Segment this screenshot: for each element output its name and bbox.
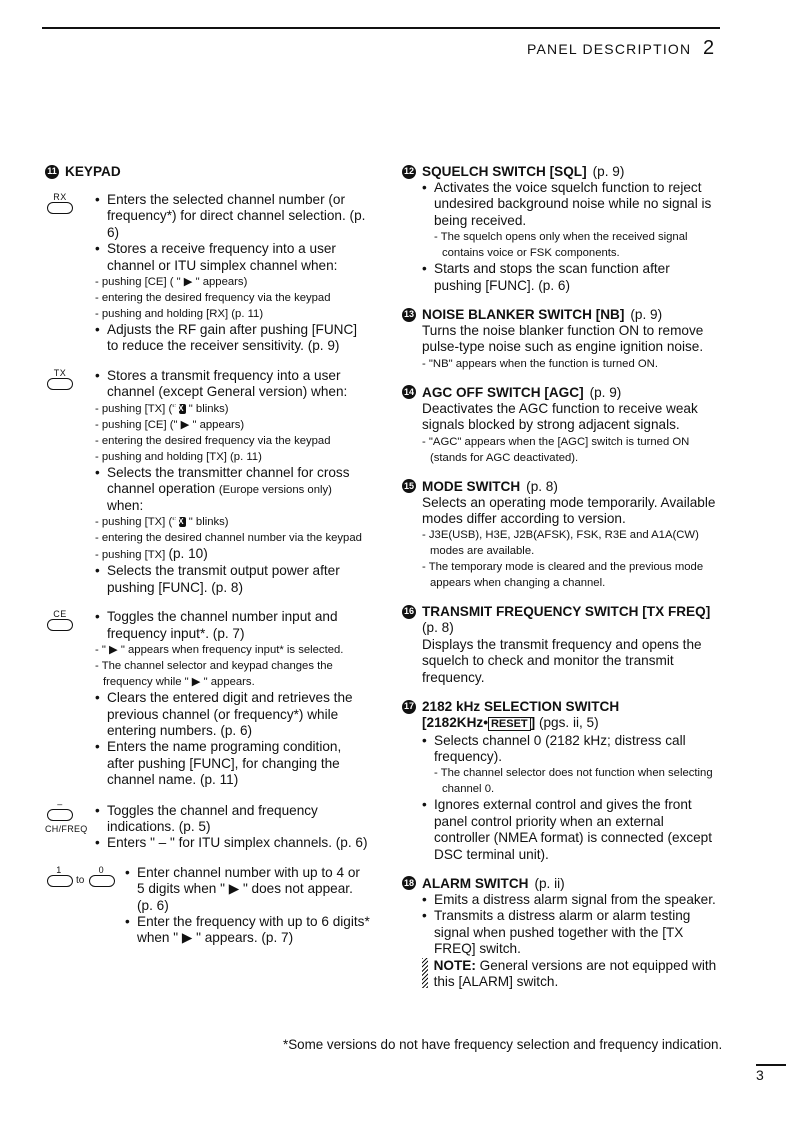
note-marker-icon (422, 958, 428, 988)
mode-ref: (p. 8) (526, 478, 558, 494)
squelch-title: SQUELCH SWITCH [SQL] (422, 164, 587, 179)
alarm-title: ALARM SWITCH (422, 875, 529, 891)
rx-sub-3: - pushing and holding [RX] (p. 11) (95, 308, 264, 321)
tx-sub-6: - entering the desired channel number via the keypad (95, 532, 362, 545)
chfreq-key-icon (45, 799, 93, 834)
txfreq-title: TRANSMIT FREQUENCY SWITCH [TX FREQ] (422, 604, 711, 620)
khz-bullet-2: • Ignores external control and gives the front panel control priority when an external controller (NMEA format) is connected (except DSC terminal unit). (422, 797, 720, 863)
keypad-title: KEYPAD (65, 164, 121, 179)
agc-sub: - "AGC" appears when the [AGC] switch is turned ON (stands for AGC deactivated). (422, 435, 690, 464)
section-number-15: 15 (402, 479, 416, 493)
tx-key-block (45, 368, 370, 596)
tx-sub-4: - pushing and holding [TX] (p. 11) (95, 450, 262, 463)
digit-to-word: to (76, 874, 85, 886)
digit-bullet-2: • Enter the frequency with up to 6 digits* when " ▶ " appears. (p. 7) (125, 914, 370, 947)
alarm-bullet-2: • Transmits a distress alarm or alarm testing signal when pushed together with the [TX FREQ] switch. (422, 908, 720, 957)
tx-sub-3: - entering the desired frequency via the keypad (95, 434, 331, 447)
alarm-heading (402, 875, 720, 892)
noise-sub: - "NB" appears when the function is turned ON. (422, 357, 658, 370)
digit-key-0-label: 0 (98, 864, 105, 875)
tx-sub-5: - pushing [TX] (" TX " blinks) (95, 516, 229, 529)
agc-title: AGC OFF SWITCH [AGC] (422, 384, 584, 400)
tx-key-icon (45, 368, 75, 390)
noise-heading (402, 306, 720, 323)
section-number-12: 12 (402, 165, 416, 179)
section-number-16: 16 (402, 605, 416, 619)
tx-key-shape (47, 378, 73, 390)
txfreq-heading (402, 603, 720, 620)
section-number-18: 18 (402, 876, 416, 890)
alarm-bullet-1: • Emits a distress alarm signal from the speaker. (422, 892, 720, 908)
chapter-number: 2 (703, 37, 715, 59)
agc-ref: (p. 9) (589, 384, 622, 400)
tx-sub-7: - pushing [TX] (p. 10) (95, 546, 208, 562)
khz-bullet-1: • Selects channel 0 (2182 kHz; distress call frequency). (422, 733, 720, 766)
left-column (45, 163, 370, 947)
digit-bullet-1: • Enter channel number with up to 4 or 5 digits when " ▶ " does not appear. (p. 6) (125, 865, 370, 914)
ce-bullet-2: • Clears the entered digit and retrieves the previous channel (or frequency*) while entering numbers. (p. 6) (95, 690, 370, 739)
ce-key-block (45, 609, 370, 788)
chfreq-key-top-label: – (57, 798, 63, 809)
khz-heading (402, 698, 720, 715)
chfreq-key-shape (47, 809, 73, 821)
page-number-rule (756, 1064, 786, 1066)
chfreq-key-block (45, 798, 370, 852)
section-number-13: 13 (402, 308, 416, 322)
rx-key-block (45, 192, 370, 355)
right-column (402, 163, 720, 990)
mode-heading (402, 478, 720, 495)
digit-keys-icon (45, 865, 125, 887)
noise-ref: (p. 9) (630, 307, 663, 323)
tx-bullet-3: • Selects the transmit output power after pushing [FUNC]. (p. 8) (95, 563, 370, 596)
noise-text: Turns the noise blanker function ON to remove pulse-type noise such as engine ignition noise. (422, 323, 704, 355)
agc-text: Deactivates the AGC function to receive weak signals blocked by strong adjacent signals. (422, 400, 698, 433)
mode-text: Selects an operating mode temporarily. Available modes differ according to version. (422, 494, 716, 527)
khz-title: 2182 kHz SELECTION SWITCH (422, 699, 620, 715)
rx-key-icon (45, 192, 75, 214)
squelch-bullet-2: • Starts and stops the scan function after pushing [FUNC]. (p. 6) (422, 261, 720, 294)
digit-keys-block (45, 865, 370, 947)
alarm-ref: (p. ii) (534, 875, 565, 891)
noise-title: NOISE BLANKER SWITCH [NB] (422, 307, 625, 323)
header-rule (42, 27, 720, 29)
rx-bullet-2: • Stores a receive frequency into a user channel or ITU simplex channel when: (95, 241, 370, 274)
ce-key-icon (45, 609, 75, 631)
ce-key-shape (47, 619, 73, 631)
alarm-note (422, 958, 720, 991)
ce-key-label: CE (53, 609, 67, 620)
khz-sub: - The channel selector does not function when selecting channel 0. (434, 767, 713, 796)
tx-sub-1: - pushing [TX] (" TX " blinks) (95, 402, 229, 415)
ce-sub-1: - " ▶ " appears when frequency input* is selected. (95, 644, 344, 657)
section-number-14: 14 (402, 385, 416, 399)
digit-key-0-shape (89, 875, 115, 887)
chfreq-bullet-2: • Enters " – " for ITU simplex channels. (p. 6) (95, 835, 370, 851)
rx-sub-2: - entering the desired frequency via the keypad (95, 292, 331, 305)
digit-key-1-label: 1 (56, 864, 62, 875)
note-text: General versions are not equipped with this [ALARM] switch. (433, 957, 717, 989)
squelch-sub: - The squelch opens only when the received signal contains voice or FSK components. (434, 231, 688, 260)
rx-key-shape (47, 202, 73, 214)
rx-bullet-1: • Enters the selected channel number (or frequency*) for direct channel selection. (p. 6) (95, 192, 370, 241)
chfreq-bullet-1: • Toggles the channel and frequency indications. (p. 5) (95, 803, 370, 836)
txfreq-ref: (p. 8) (422, 620, 454, 636)
rx-bullet-3: • Adjusts the RF gain after pushing [FUNC] to reduce the receiver sensitivity. (p. 9) (95, 322, 370, 355)
tx-bullet-2: • Selects the transmitter channel for cross channel operation (Europe versions only) when: (95, 465, 370, 515)
rx-sub-1: - pushing [CE] ( " ▶ " appears) (95, 276, 248, 289)
mode-sub-2: - The temporary mode is cleared and the previous mode appears when changing a channel. (422, 561, 704, 590)
squelch-heading (402, 163, 720, 180)
keypad-heading (45, 163, 370, 180)
khz-title-2: [2182KHz• RESET ] (pgs. ii, 5) (422, 715, 599, 731)
reset-box: RESET (488, 717, 531, 731)
footnote: *Some versions do not have frequency selection and frequency indication. (283, 1037, 723, 1052)
squelch-ref: (p. 9) (592, 164, 625, 179)
tx-indicator-icon: TX (173, 403, 184, 413)
ce-bullet-3: • Enters the name programing condition, after pushing [FUNC], for changing the channel name. (p. 11) (95, 739, 370, 788)
tx-sub-2: - pushing [CE] (" ▶ " appears) (95, 418, 245, 431)
agc-heading (402, 384, 720, 401)
txfreq-text: Displays the transmit frequency and opens the squelch to check and monitor the transmit frequency. (422, 636, 702, 685)
header-title: PANEL DESCRIPTION (527, 41, 692, 57)
note-label: NOTE: (433, 957, 476, 973)
mode-title: MODE SWITCH (422, 478, 521, 494)
rx-key-label: RX (53, 192, 67, 202)
digit-key-1-shape (47, 875, 73, 887)
chfreq-key-label: CH/FREQ (45, 823, 88, 834)
tx-bullet-1: • Stores a transmit frequency into a user channel (except General version) when: (95, 368, 370, 401)
tx-key-label: TX (53, 367, 67, 378)
section-number-17: 17 (402, 700, 416, 714)
section-number-11: 11 (45, 165, 59, 179)
page-number: 3 (756, 1067, 764, 1083)
mode-sub-1: - J3E(USB), H3E, J2B(AFSK), FSK, R3E and A1A(CW) modes are available. (422, 529, 699, 558)
tx-indicator-icon-2: TX (173, 517, 184, 527)
ce-bullet-1: • Toggles the channel number input and frequency input*. (p. 7) (95, 609, 370, 642)
ce-sub-2: - The channel selector and keypad changes the frequency while " ▶ " appears. (95, 660, 333, 689)
squelch-bullet-1: • Activates the voice squelch function to reject undesired background noise while no signal is being received. (422, 180, 720, 229)
